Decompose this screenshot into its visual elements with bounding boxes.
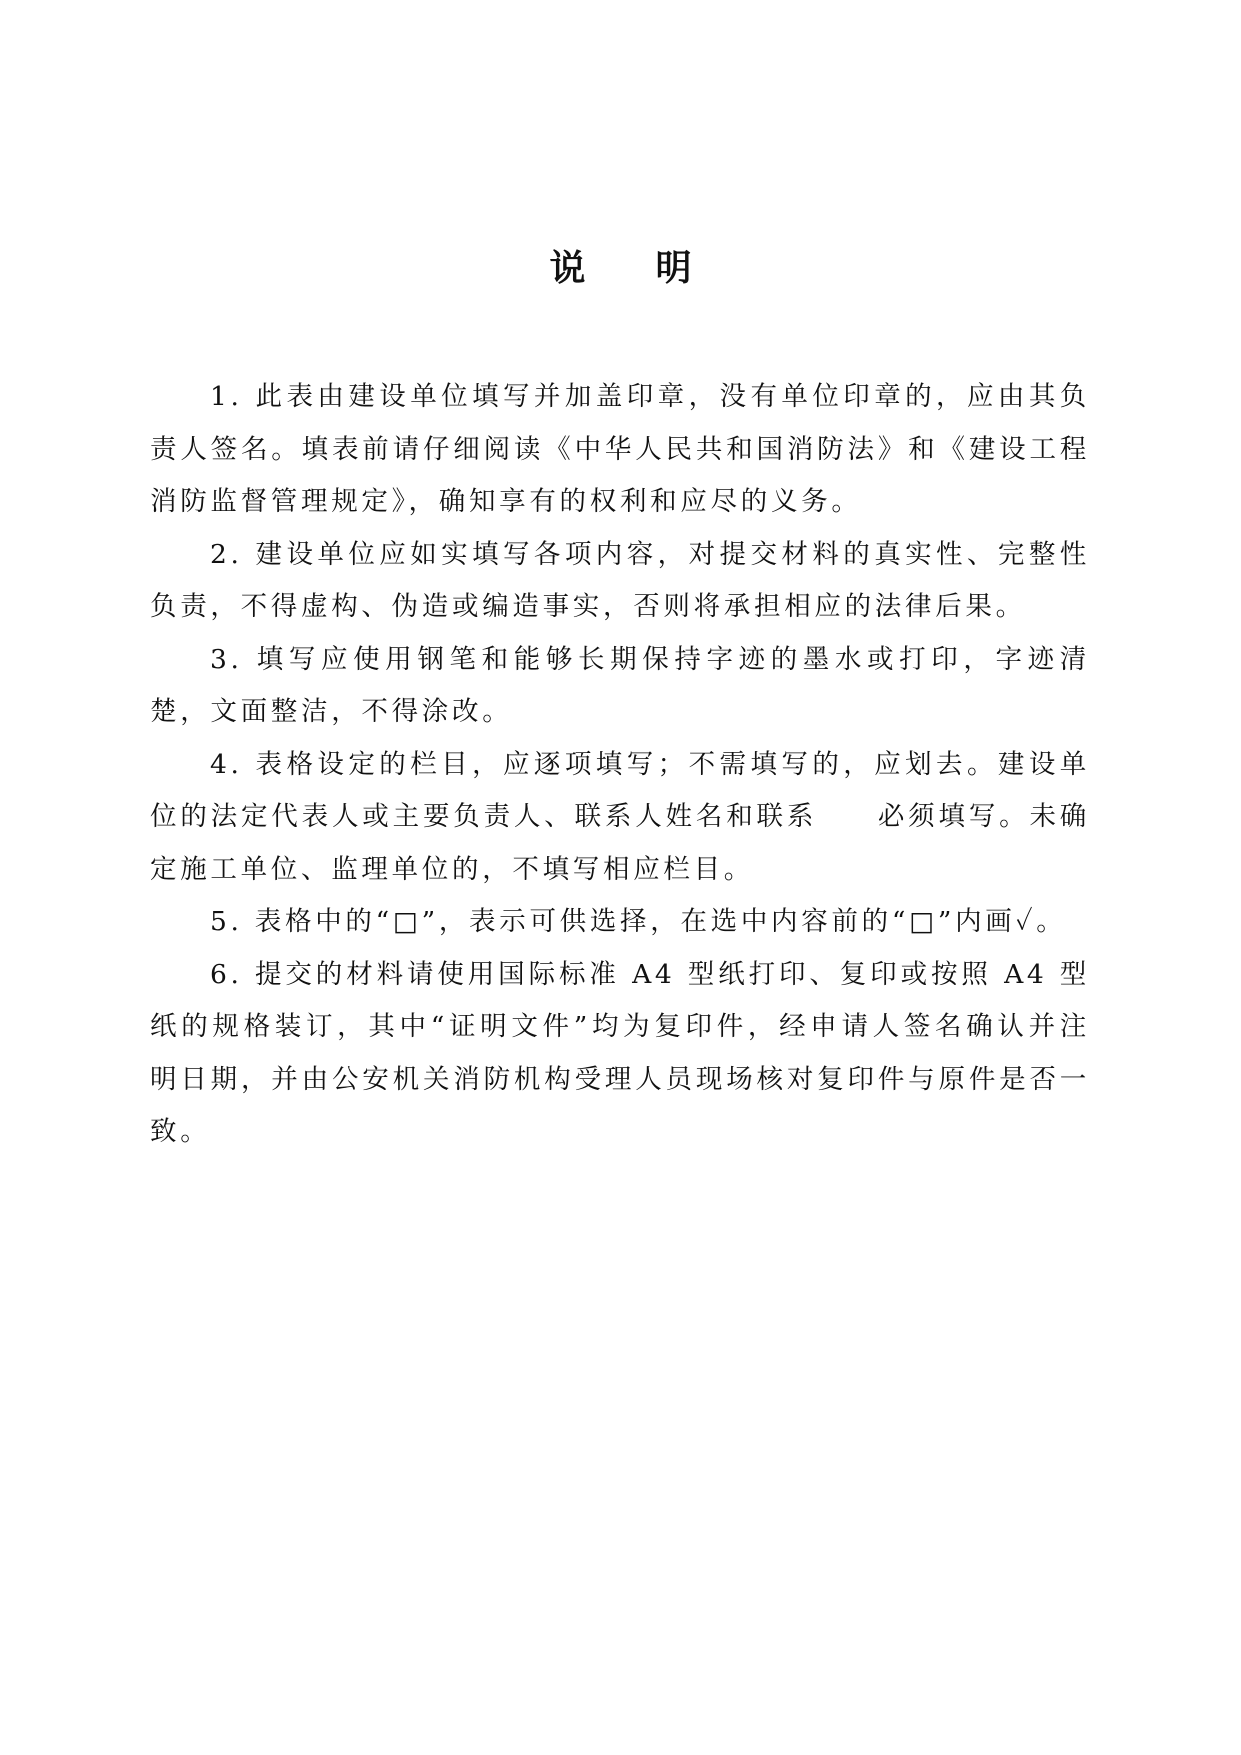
instruction-paragraph-1: 1. 此表由建设单位填写并加盖印章，没有单位印章的，应由其负责人签名。填表前请仔细阅读《中华人民共和国消防法》和《建设工程消防监督管理规定》，确知享有的权利和应尽的义务。: [150, 381, 1090, 517]
instruction-paragraph-5: 5. 表格中的“□”，表示可供选择，在选中内容前的“□”内画✓。: [210, 906, 1067, 937]
instruction-paragraph-3: 3. 填写应使用钢笔和能够长期保持字迹的墨水或打印，字迹清楚，文面整洁，不得涂改。: [150, 643, 1090, 727]
instruction-paragraph-6: 6. 提交的材料请使用国际标准 A4 型纸打印、复印或按照 A4 型纸的规格装订，其中“证明文件”均为复印件，经申请人签名确认并注明日期，并由公安机关消防机构受理人员现场核对复印件与原件是否一致。: [150, 958, 1090, 1147]
instruction-paragraph-4: 4. 表格设定的栏目，应逐项填写；不需填写的，应划去。建设单位的法定代表人或主要负责人、联系人姓名和联系 必须填写。未确定施工单位、监理单位的，不填写相应栏目。: [150, 748, 1090, 885]
page-title: 说明: [549, 247, 762, 289]
instructions-body: [150, 371, 1090, 1159]
instruction-paragraph-2: 2. 建设单位应如实填写各项内容，对提交材料的真实性、完整性负责，不得虚构、伪造或编造事实，否则将承担相应的法律后果。: [150, 538, 1090, 622]
